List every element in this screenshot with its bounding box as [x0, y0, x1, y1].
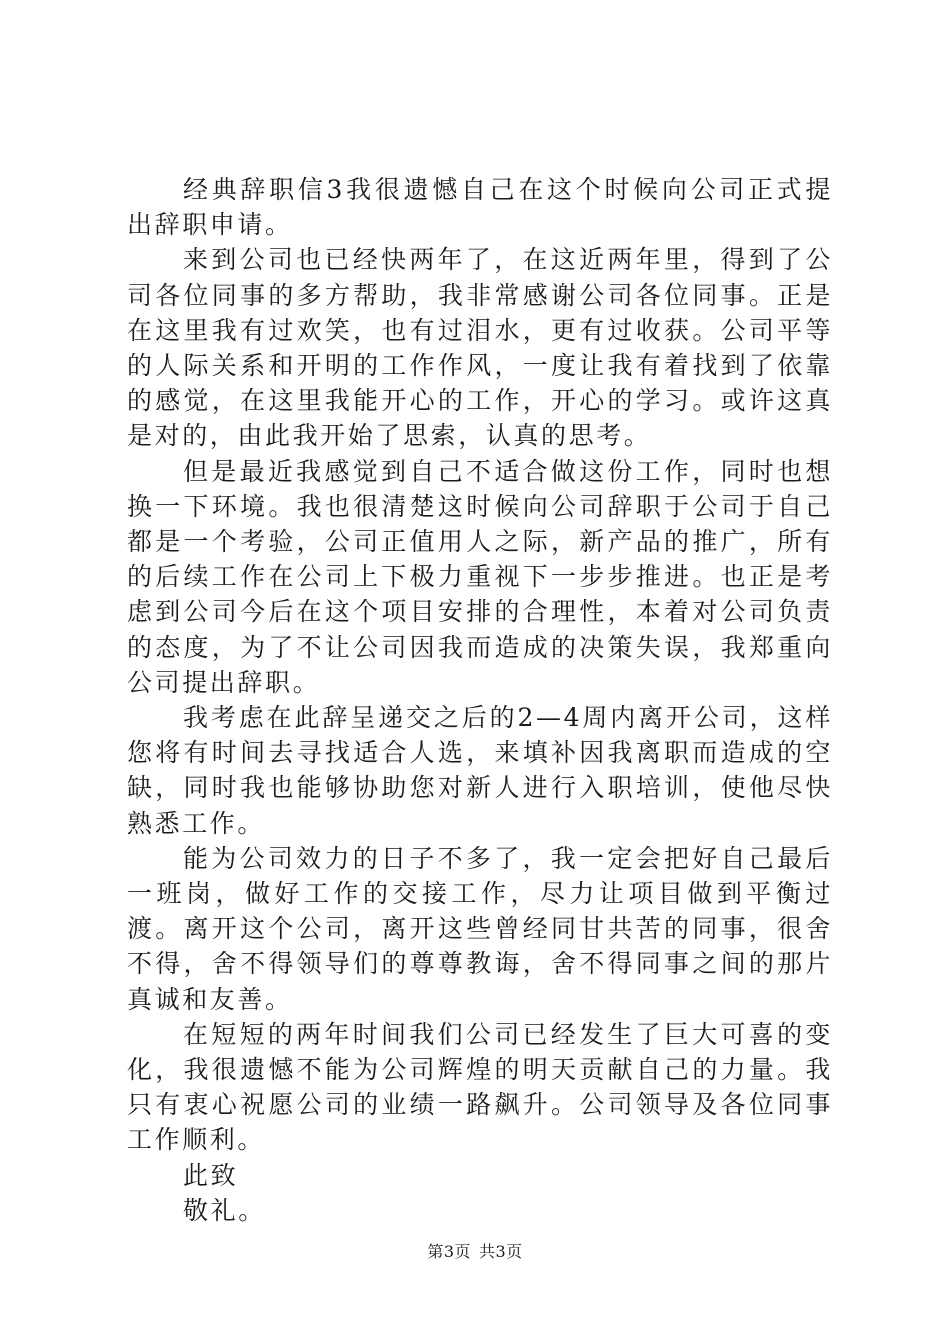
paragraph-1: 经典辞职信3我很遗憾自己在这个时候向公司正式提出辞职申请。 — [127, 175, 833, 240]
closing-regards: 敬礼。 — [183, 1195, 266, 1225]
paragraph-6: 在短短的两年时间我们公司已经发生了巨大可喜的变化，我很遗憾不能为公司辉煌的明天贡献自己的力量。我只有衷心祝愿公司的业绩一路飙升。公司领导及各位同事工作顺利。 — [127, 1019, 833, 1155]
closing-salutation: 此致 — [183, 1160, 239, 1190]
paragraph-4: 我考虑在此辞呈递交之后的2—4周内离开公司，这样您将有时间去寻找适合人选，来填补因我离职而造成的空缺，同时我也能够协助您对新人进行入职培训，使他尽快熟悉工作。 — [127, 703, 833, 838]
page-total: 共3页 — [479, 1242, 523, 1261]
paragraph-3: 但是最近我感觉到自己不适合做这份工作，同时也想换一下环境。我也很清楚这时候向公司辞职于公司于自己都是一个考验，公司正值用人之际，新产品的推广，所有的后续工作在公司上下极力重视下一步步推进。也正是考虑到公司今后在这个项目安排的合理性，本着对公司负责的态度，为了不让公司因我而造成的决策失误，我郑重向公司提出辞职。 — [127, 456, 833, 697]
letter-body — [127, 172, 833, 1228]
paragraph-2: 来到公司也已经快两年了，在这近两年里，得到了公司各位同事的多方帮助，我非常感谢公司各位同事。正是在这里我有过欢笑，也有过泪水，更有过收获。公司平等的人际关系和开明的工作作风，一度让我有着找到了依靠的感觉，在这里我能开心的工作，开心的学习。或许这真是对的，由此我开始了思索，认真的思考。 — [127, 245, 833, 451]
page-number: 第3页 — [427, 1242, 471, 1261]
page-footer — [0, 1240, 950, 1264]
paragraph-5: 能为公司效力的日子不多了，我一定会把好自己最后一班岗，做好工作的交接工作，尽力让项目做到平衡过渡。离开这个公司，离开这些曾经同甘共苦的同事，很舍不得，舍不得领导们的尊尊教诲，舍不得同事之间的那片真诚和友善。 — [127, 843, 833, 1014]
